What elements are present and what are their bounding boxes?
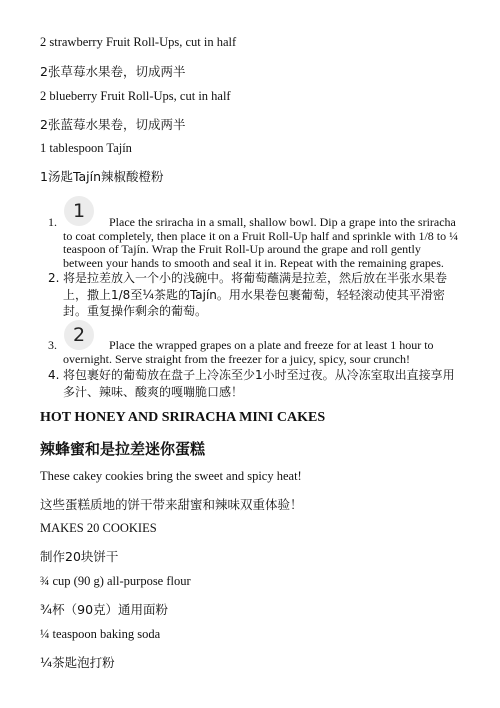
step-text-zh: 将是拉差放入一个小的浅碗中。将葡萄蘸满是拉差，然后放在半张水果卷上，撒上1/8至¼茶匙的Tajín。用水果卷包裹葡萄，轻轻滚动使其平滑密封。重复操作剩余的葡萄。	[63, 271, 448, 318]
ingredient-en: 2 strawberry Fruit Roll-Ups, cut in half	[40, 35, 237, 49]
step-number: 1.	[48, 215, 57, 229]
ingredient-zh: 1汤匙Tajín辣椒酸橙粉	[40, 169, 164, 184]
step-number: 4.	[48, 368, 60, 382]
ingredient-en: ¾ cup (90 g) all-purpose flour	[40, 574, 191, 588]
recipe-intro-zh: 这些蛋糕质地的饼干带来甜蜜和辣味双重体验！	[40, 497, 303, 512]
instruction-step-zh	[48, 270, 460, 320]
step-text-en: Place the sriracha in a small, shallow bowl. Dip a grape into the sriracha to coat completely, then place it on a Fruit Roll-Up half and sprinkle with 1/8 to ¼ teaspoon of Tajín. Wrap the Fruit Roll-Up around the grape and roll gently between your hands to smooth and seal it in. Repeat with the remaining grapes.	[63, 215, 459, 270]
step-number-badge: 1	[64, 196, 94, 226]
ingredient-en: 1 tablespoon Tajín	[40, 141, 132, 155]
recipe-title-zh: 辣蜂蜜和是拉差迷你蛋糕	[40, 440, 206, 458]
ingredient-zh: ¾杯（90克）通用面粉	[40, 602, 169, 617]
step-number-badge: 2	[64, 320, 94, 350]
ingredient-zh: 2张草莓水果卷，切成两半	[40, 64, 186, 79]
recipe-title-en: HOT HONEY AND SRIRACHA MINI CAKES	[40, 410, 326, 425]
recipe-yield-zh: 制作20块饼干	[40, 549, 119, 564]
ingredient-zh: 2张蓝莓水果卷，切成两半	[40, 117, 186, 132]
step-number: 2.	[48, 271, 60, 285]
recipe-yield-en: MAKES 20 COOKIES	[40, 521, 157, 535]
ingredient-en: ¼ teaspoon baking soda	[40, 627, 161, 641]
step-number: 3.	[48, 338, 57, 352]
step-text-en: Place the wrapped grapes on a plate and freeze for at least 1 hour to overnight. Serve straight from the freezer for a juicy, spicy, sour crunch!	[63, 338, 434, 366]
ingredient-zh: ¼茶匙泡打粉	[40, 655, 115, 670]
instruction-step-zh	[48, 367, 460, 401]
step-text-zh: 将包裹好的葡萄放在盘子上冷冻至少1小时至过夜。从冷冻室取出直接享用多汁、辣味、酸爽的嘎嘣脆口感！	[63, 368, 455, 399]
ingredient-en: 2 blueberry Fruit Roll-Ups, cut in half	[40, 89, 231, 103]
instruction-step-en	[48, 216, 460, 272]
instruction-step-en	[48, 339, 460, 367]
recipe-intro-en: These cakey cookies bring the sweet and spicy heat!	[40, 469, 302, 483]
